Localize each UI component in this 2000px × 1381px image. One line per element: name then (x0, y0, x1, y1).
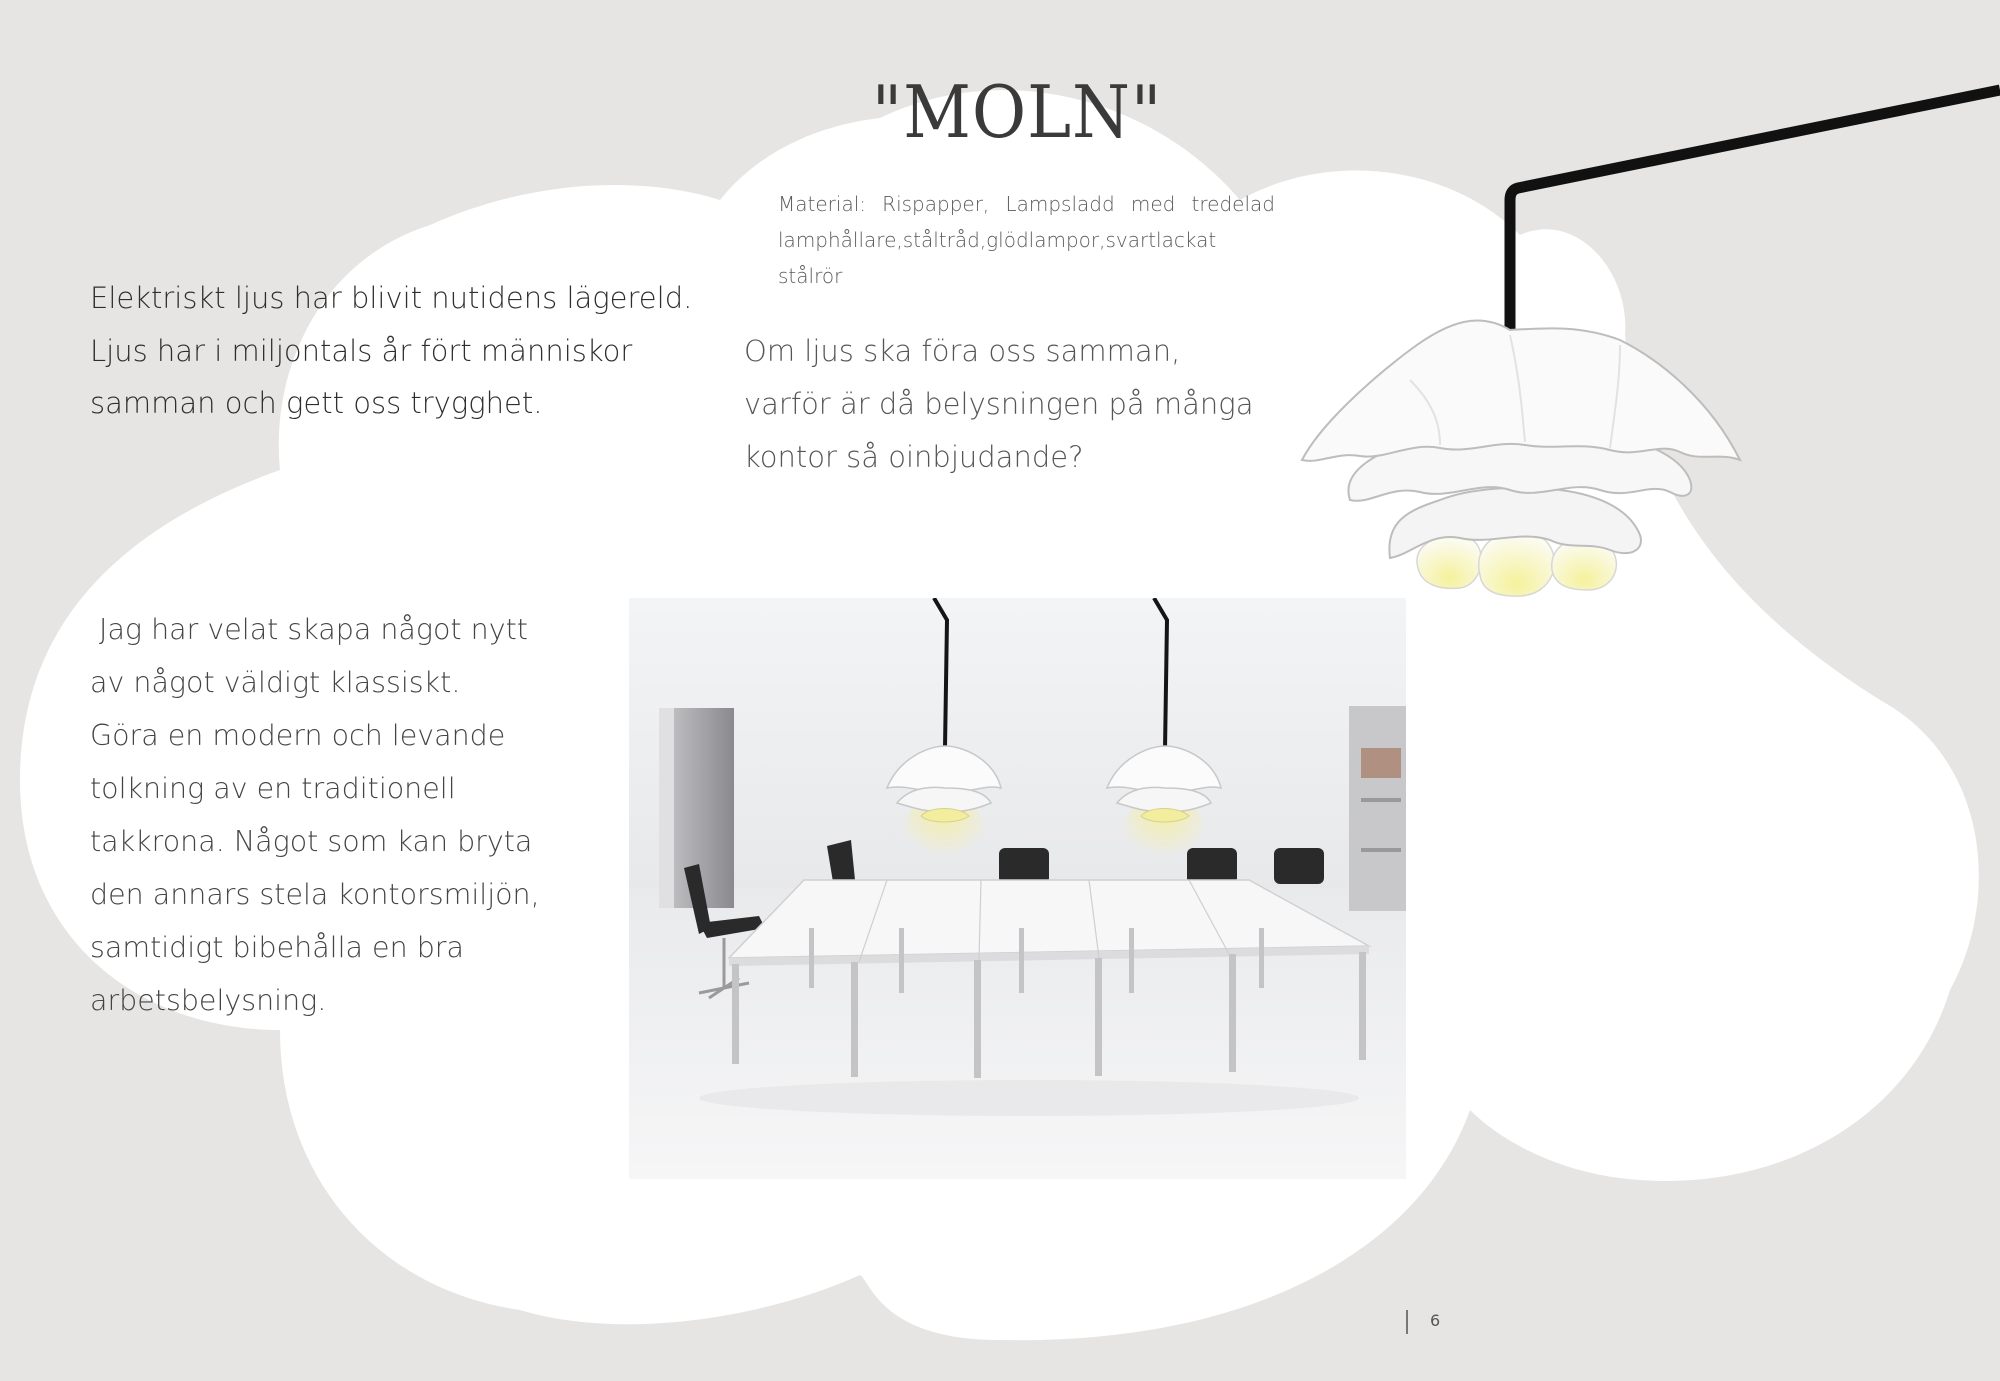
body-line: den annars stela kontorsmiljön, (90, 878, 540, 911)
moln-lamp-illustration (1290, 80, 2000, 620)
intro-line: Ljus har i miljontals år fört människor (90, 333, 633, 368)
body-line: samtidigt bibehålla en bra (90, 931, 464, 964)
question-line: kontor så oinbjudande? (744, 440, 1084, 474)
body-line: tolkning av en traditionell (90, 772, 456, 805)
body-line: arbetsbelysning. (90, 984, 327, 1017)
page-title: "MOLN" (871, 70, 1163, 154)
body-line: Göra en modern och levande (90, 719, 506, 752)
intro-line: Elektriskt ljus har blivit nutidens lägereld. (90, 281, 693, 315)
body-paragraph (90, 603, 610, 1027)
intro-paragraph (90, 272, 740, 430)
shelf-right (1349, 706, 1406, 911)
body-line: av något väldigt klassiskt. (90, 666, 461, 699)
material-description: Material: Rispapper, Lampsladd med tredelad lamphållare,ståltråd,glödlampor,svartlackat stålrör (778, 192, 1275, 288)
page-number: 6 (1430, 1311, 1441, 1330)
page-divider (1406, 1310, 1408, 1334)
body-line: Jag har velat skapa något nytt (90, 613, 528, 646)
office-render-image (629, 598, 1406, 1179)
lamp-rod (1510, 90, 2000, 338)
question-line: varför är då belysningen på många (744, 387, 1254, 421)
question-line: Om ljus ska föra oss samman, (744, 334, 1181, 368)
question-paragraph (744, 325, 1304, 484)
body-line: takkrona. Något som kan bryta (90, 825, 533, 858)
intro-line: samman och gett oss trygghet. (90, 386, 543, 420)
